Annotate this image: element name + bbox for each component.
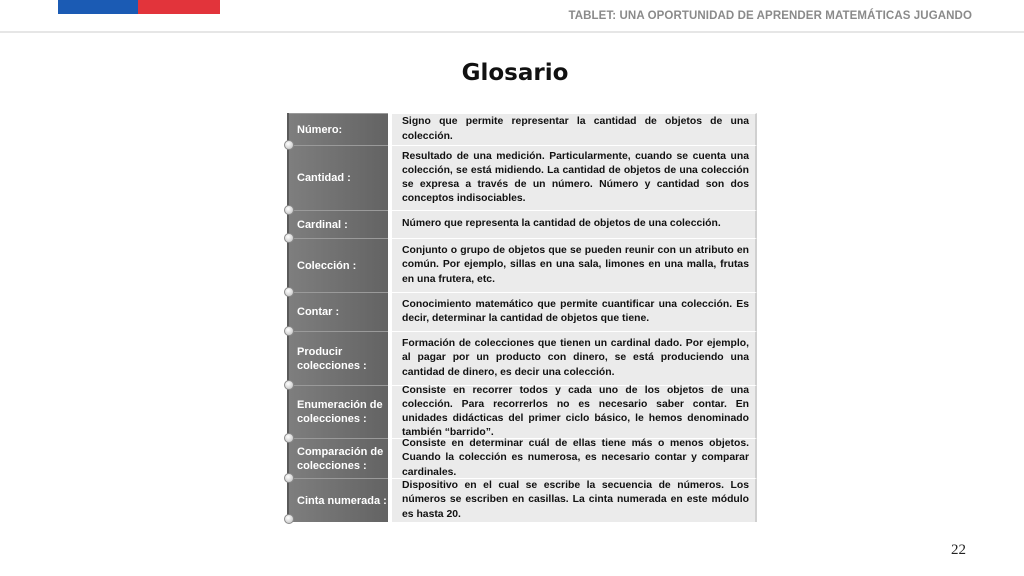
glossary-term: Cinta numerada : — [289, 478, 388, 522]
glossary-definition: Resultado de una medición. Particularmente, cuando se cuenta una colección, se está midiendo. La cantidad de objetos de una colección se expresa a través de un número. Número y cantidad son dos conceptos indisociables. — [392, 145, 757, 210]
row-divider-knob-icon — [284, 473, 294, 483]
glossary-term: Número: — [289, 113, 388, 145]
row-divider-knob-icon — [284, 514, 294, 524]
row-divider-knob-icon — [284, 326, 294, 336]
row-divider-knob-icon — [284, 140, 294, 150]
page-title: Glosario — [461, 60, 569, 86]
flag-blue-band — [58, 0, 138, 14]
header-title: TABLET: UNA OPORTUNIDAD DE APRENDER MATEMÁTICAS JUGANDO — [568, 10, 972, 22]
header-divider — [0, 31, 1024, 33]
glossary-term: Contar : — [289, 292, 388, 331]
glossary-definition: Conjunto o grupo de objetos que se pueden reunir con un atributo en común. Por ejemplo, sillas en una sala, limones en una malla, frutas en una frutera, etc. — [392, 238, 757, 292]
flag-red-band — [138, 0, 220, 14]
glossary-row-cinta-numerada — [285, 478, 759, 522]
row-divider-knob-icon — [284, 287, 294, 297]
glossary-term: Colección : — [289, 238, 388, 292]
glossary-term: Cantidad : — [289, 145, 388, 210]
glossary-table — [285, 111, 759, 525]
glossary-row-cardinal — [285, 210, 759, 238]
glossary-definition: Formación de colecciones que tienen un cardinal dado. Por ejemplo, al pagar por un producto con dinero, se está produciendo una cantidad de dinero, es decir una colección. — [392, 331, 757, 385]
glossary-row-coleccion — [285, 238, 759, 292]
glossary-row-producir-colecciones — [285, 331, 759, 385]
glossary-definition: Conocimiento matemático que permite cuantificar una colección. Es decir, determinar la cantidad de objetos que tiene. — [392, 292, 757, 331]
glossary-definition: Consiste en determinar cuál de ellas tiene más o menos objetos. Cuando la colección es numerosa, es necesario contar y comparar cardinales. — [392, 438, 757, 478]
glossary-term: Enumeración de colecciones : — [289, 385, 388, 438]
glossary-row-cantidad — [285, 145, 759, 210]
glossary-term: Comparación de colecciones : — [289, 438, 388, 478]
glossary-row-comparacion-de-colecciones — [285, 438, 759, 478]
page-number: 22 — [951, 542, 966, 558]
row-divider-knob-icon — [284, 205, 294, 215]
glossary-row-numero — [285, 113, 759, 145]
glossary-definition: Dispositivo en el cual se escribe la secuencia de números. Los números se escriben en casillas. La cinta numerada en este módulo es hasta 20. — [392, 478, 757, 522]
row-divider-knob-icon — [284, 380, 294, 390]
row-divider-knob-icon — [284, 233, 294, 243]
glossary-term: Cardinal : — [289, 210, 388, 238]
glossary-term: Producir colecciones : — [289, 331, 388, 385]
glossary-row-contar — [285, 292, 759, 331]
row-divider-knob-icon — [284, 433, 294, 443]
glossary-definition: Consiste en recorrer todos y cada uno de los objetos de una colección. Para recorrerlos no es necesario saber contar. En unidades didácticas del primer ciclo básico, le hemos denominado también “barrido”. — [392, 385, 757, 438]
glossary-definition: Signo que permite representar la cantidad de objetos de una colección. — [392, 113, 757, 145]
chile-flag-stripe — [58, 0, 220, 14]
glossary-definition: Número que representa la cantidad de objetos de una colección. — [392, 210, 757, 238]
glossary-row-enumeracion-de-colecciones — [285, 385, 759, 438]
